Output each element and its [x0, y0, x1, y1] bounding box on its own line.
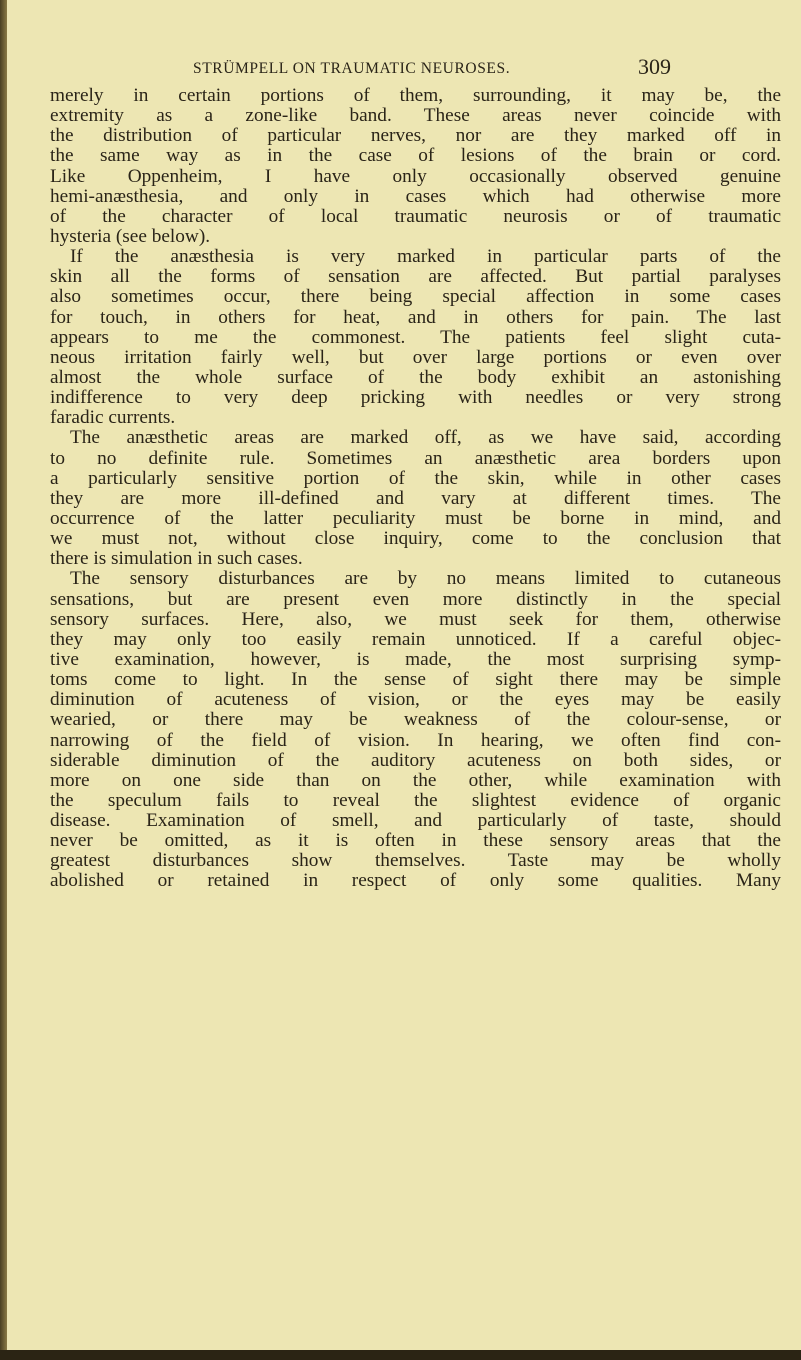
text-line: The anæsthetic areas are marked off, as we have said, according [70, 427, 781, 449]
running-header: STRÜMPELL ON TRAUMATIC NEUROSES. [193, 60, 511, 77]
text-line: diminution of acuteness of vision, or the eyes may be easily [50, 689, 781, 711]
text-line: they may only too easily remain unnoticed. If a careful objec- [50, 628, 781, 650]
text-line: The sensory disturbances are by no means limited to cutaneous [70, 568, 781, 590]
text-line: siderable diminution of the auditory acuteness on both sides, or [50, 749, 781, 771]
text-line: for touch, in others for heat, and in others for pain. The last [50, 306, 781, 328]
text-line: If the anæsthesia is very marked in particular parts of the [70, 246, 781, 268]
text-line: indifference to very deep pricking with needles or very strong [50, 387, 781, 409]
book-spine-edge [0, 0, 7, 1360]
text-line: abolished or retained in respect of only some qualities. Many [50, 870, 781, 892]
text-line: also sometimes occur, there being special affection in some cases [50, 286, 781, 308]
text-line: appears to me the commonest. The patients feel slight cuta- [50, 326, 781, 348]
text-line: extremity as a zone-like band. These areas never coincide with [50, 105, 781, 127]
text-line: sensory surfaces. Here, also, we must seek for them, otherwise [50, 608, 781, 630]
text-line: almost the whole surface of the body exhibit an astonishing [50, 366, 781, 388]
text-line: merely in certain portions of them, surrounding, it may be, the [50, 85, 781, 106]
page-bottom-edge [0, 1350, 801, 1360]
text-line: skin all the forms of sensation are affected. But partial paralyses [50, 266, 781, 288]
text-line: faradic currents. [50, 407, 176, 429]
text-line: they are more ill-defined and vary at different times. The [50, 487, 781, 509]
text-line: narrowing of the field of vision. In hearing, we often find con- [50, 729, 781, 751]
text-line: to no definite rule. Sometimes an anæsthetic area borders upon [50, 447, 781, 469]
page-number: 309 [638, 54, 671, 79]
text-line: the distribution of particular nerves, nor are they marked off in [50, 125, 781, 147]
text-line: greatest disturbances show themselves. Taste may be wholly [50, 850, 781, 872]
text-line: neous irritation fairly well, but over large portions or even over [50, 346, 781, 368]
text-line: never be omitted, as it is often in these sensory areas that the [50, 830, 781, 852]
text-line: hemi-anæsthesia, and only in cases which had otherwise more [50, 185, 781, 207]
text-line: tive examination, however, is made, the most surprising symp- [50, 648, 781, 670]
text-line: Like Oppenheim, I have only occasionally observed genuine [50, 165, 781, 187]
text-line: more on one side than on the other, while examination with [50, 769, 781, 791]
text-line: toms come to light. In the sense of sight there may be simple [50, 669, 781, 691]
text-line: the speculum fails to reveal the slightest evidence of organic [50, 789, 781, 811]
text-line: there is simulation in such cases. [50, 548, 303, 570]
text-line: sensations, but are present even more distinctly in the special [50, 588, 781, 610]
text-line: we must not, without close inquiry, come to the conclusion that [50, 528, 781, 550]
text-line: disease. Examination of smell, and particularly of taste, should [50, 810, 781, 832]
text-line: of the character of local traumatic neurosis or of traumatic [50, 205, 781, 227]
text-line: wearied, or there may be weakness of the colour-sense, or [50, 709, 781, 731]
text-line: hysteria (see below). [50, 225, 211, 247]
text-line: a particularly sensitive portion of the skin, while in other cases [50, 467, 781, 489]
text-line: occurrence of the latter peculiarity must be borne in mind, and [50, 507, 781, 529]
body-text [50, 86, 781, 892]
text-line: the same way as in the case of lesions of the brain or cord. [50, 145, 781, 167]
